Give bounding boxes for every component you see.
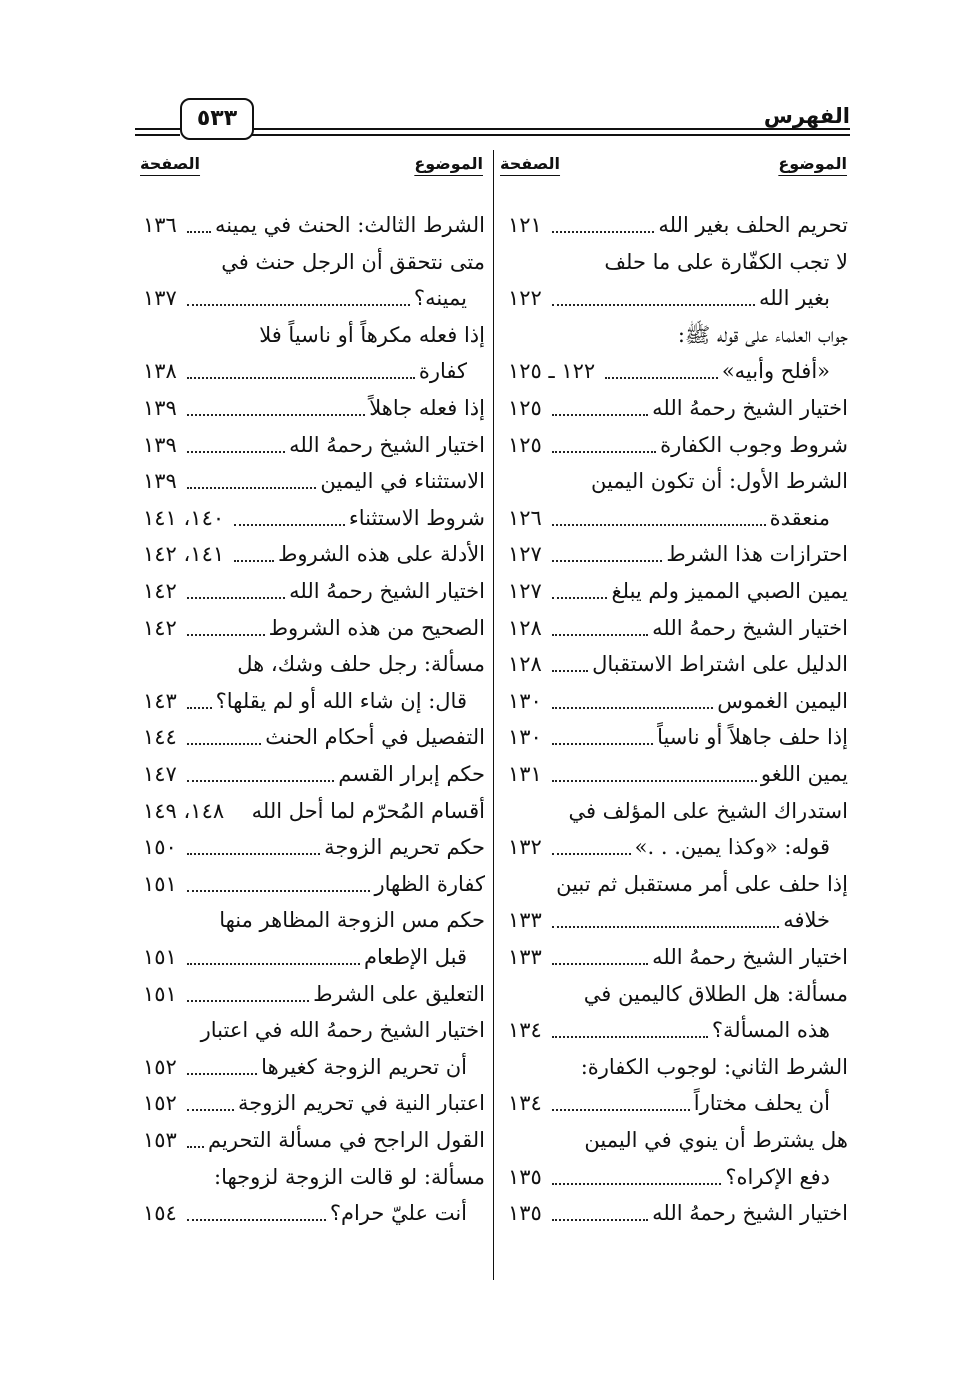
entry-page-number: ١٣٣ <box>508 908 542 933</box>
entry-topic: الدليل على اشتراط الاستقبال <box>592 652 848 677</box>
entry-topic: أن تحريم الزوجة كغيرها <box>261 1054 467 1079</box>
dot-leader <box>187 1109 234 1111</box>
entry-topic: شروط وجوب الكفارة <box>660 432 848 457</box>
entry-topic-wrap <box>548 903 830 937</box>
entry-topic-wrap <box>548 757 848 791</box>
dot-leader <box>187 634 265 636</box>
entry-topic-wrap <box>183 281 467 315</box>
right-topic-label: الموضوع <box>778 154 847 173</box>
entry-topic: يمين اللغو <box>760 762 848 786</box>
dot-leader <box>187 487 316 489</box>
entry-topic-wrap <box>183 830 485 864</box>
entry-topic-wrap <box>183 611 485 645</box>
entry-topic-wrap <box>548 501 830 535</box>
entry-topic-wrap <box>183 684 467 718</box>
index-entry <box>143 1050 485 1084</box>
entry-page-number: ١٢٦ <box>508 505 542 530</box>
entry-topic: حكم تحريم الزوجة <box>324 835 485 860</box>
entry-topic: التعليق على الشرط <box>313 981 485 1006</box>
entry-topic: الصحيح من هذه الشروط <box>268 615 485 640</box>
entry-topic-wrap <box>183 757 485 791</box>
entry-topic: اختيار الشيخ رحمهُ الله <box>289 432 485 457</box>
entry-topic-wrap <box>548 208 848 242</box>
entry-page-number: ١٣٧ <box>143 286 177 311</box>
index-entry <box>508 318 848 352</box>
entry-topic: حكم إبرار القسم <box>338 762 485 786</box>
entry-topic-wrap <box>548 830 830 864</box>
index-entry <box>508 464 848 498</box>
entry-topic: الشرط الثالث: الحنث في يمينه <box>215 213 485 237</box>
index-entry <box>143 464 485 498</box>
dot-leader <box>552 1109 690 1111</box>
entry-topic-wrap <box>201 1013 485 1047</box>
entry-topic: مسألة: رجل حلف وشك، هل <box>237 652 485 677</box>
entry-topic: التفصيل في أحكام الحنث <box>265 725 485 750</box>
entry-topic-wrap <box>252 794 485 828</box>
dot-leader <box>605 377 718 379</box>
entry-topic: لا تجب الكفّارة على ما حلف <box>604 249 848 274</box>
entry-topic-wrap <box>548 1086 830 1120</box>
dot-leader <box>187 451 285 453</box>
dot-leader <box>187 890 370 892</box>
index-entry <box>508 1196 848 1230</box>
entry-topic: اختيار الشيخ رحمهُ الله <box>652 1201 848 1226</box>
entry-topic-wrap <box>556 867 848 901</box>
entry-page-number: ١٤١، ١٤٢ <box>143 542 225 567</box>
header-rule-bottom <box>250 134 850 136</box>
entry-page-number: ١٢٥ <box>508 396 542 420</box>
entry-topic: اختيار الشيخ رحمهُ الله <box>652 396 848 420</box>
index-entry <box>143 1160 485 1194</box>
entry-topic: كفارة <box>418 359 467 384</box>
dot-leader <box>187 743 261 745</box>
entry-topic-wrap <box>548 1160 830 1194</box>
entry-topic-wrap <box>548 391 848 425</box>
entry-page-number: ١٣٠ <box>508 725 542 750</box>
index-entry <box>508 391 848 425</box>
entry-topic-wrap <box>183 391 485 425</box>
entry-topic: اختيار الشيخ رحمهُ الله <box>289 579 485 603</box>
entry-topic: متى نتحقق أن الرجل حنث في <box>221 249 485 274</box>
entry-topic-wrap <box>601 354 830 388</box>
entry-page-number: ١٥٤ <box>143 1201 177 1226</box>
index-entry <box>143 830 485 864</box>
entry-topic-wrap <box>221 245 485 279</box>
index-entry <box>508 428 848 462</box>
entry-topic: قال: إن شاء الله أو لم يقلها؟ <box>215 688 467 713</box>
entry-topic-wrap <box>604 245 848 279</box>
index-entry <box>508 611 848 645</box>
dot-leader <box>234 524 345 526</box>
entry-page-number: ١٢٧ <box>508 542 542 567</box>
entry-page-number: ١٣٩ <box>143 396 177 420</box>
entry-topic: إذا حلف جاهلاً أو ناسياً <box>657 725 848 750</box>
entry-topic-wrap <box>678 318 848 352</box>
index-entry <box>143 208 485 242</box>
header-rule-left-bottom <box>135 134 180 136</box>
dot-leader <box>552 304 755 306</box>
entry-page-number: ١٢٥ <box>508 432 542 457</box>
entry-topic-wrap <box>259 318 485 352</box>
entry-page-number: ١٣٥ <box>508 1201 542 1226</box>
entry-topic-wrap <box>183 1086 485 1120</box>
index-entry <box>143 647 485 681</box>
entry-topic-wrap <box>230 537 485 571</box>
index-entry <box>508 903 848 937</box>
index-entry <box>143 281 485 315</box>
entry-topic: شروط الاستثناء <box>348 505 485 530</box>
index-entry <box>508 208 848 242</box>
entry-topic: قوله: «وكذا يمين. . .» <box>634 835 830 860</box>
index-entry <box>508 245 848 279</box>
dot-leader <box>552 1219 648 1221</box>
index-entry <box>508 537 848 571</box>
index-entry <box>143 977 485 1011</box>
entry-topic-wrap <box>548 684 848 718</box>
index-entry <box>143 1013 485 1047</box>
dot-leader <box>552 524 766 526</box>
entry-topic-wrap <box>219 903 485 937</box>
entry-page-number: ١٢٢ <box>508 286 542 311</box>
entry-page-number: ١٣٩ <box>143 432 177 457</box>
entry-topic-wrap <box>183 940 467 974</box>
dot-leader <box>552 231 654 233</box>
index-entry <box>508 1160 848 1194</box>
dot-leader <box>552 926 779 928</box>
entry-topic: اختيار الشيخ رحمهُ الله <box>652 615 848 640</box>
entry-topic-wrap <box>183 574 485 608</box>
entry-topic: بغير الله <box>758 286 830 311</box>
entry-topic: اليمين الغموس <box>717 688 848 713</box>
entry-topic-wrap <box>237 647 485 681</box>
dot-leader <box>187 304 410 306</box>
index-entry <box>508 574 848 608</box>
index-entry <box>143 684 485 718</box>
entry-page-number: ١٣٢ <box>508 835 542 860</box>
entry-topic: أنت عليّ حرام؟ <box>329 1201 467 1226</box>
entry-page-number: ١٤٠، ١٤١ <box>143 505 225 530</box>
entry-topic: احترازات هذا الشرط <box>666 542 848 567</box>
entry-topic: خلافه <box>783 908 830 933</box>
entry-page-number: ١٥٢ <box>143 1091 177 1116</box>
entry-page-number: ١٢٧ <box>508 579 542 603</box>
entry-page-number: ١٣٥ <box>508 1164 542 1189</box>
index-entry <box>143 720 485 754</box>
index-entry <box>143 611 485 645</box>
entry-topic-wrap <box>591 464 848 498</box>
index-entry <box>143 318 485 352</box>
left-page-label: الصفحة <box>140 154 201 173</box>
entry-topic-wrap <box>183 1196 467 1230</box>
entry-topic-wrap <box>548 1196 848 1230</box>
index-entry <box>143 245 485 279</box>
entry-topic: حكم مس الزوجة المظاهر منها <box>219 908 485 933</box>
entry-topic: دفع الإكراه؟ <box>725 1164 830 1189</box>
entry-topic: هل يشترط أن ينوي في اليمين <box>584 1128 848 1152</box>
entry-topic-wrap <box>548 1013 830 1047</box>
dot-leader <box>187 1000 309 1002</box>
entry-topic: القول الراجح في مسألة التحريم <box>208 1128 485 1152</box>
index-entry <box>508 757 848 791</box>
dot-leader <box>552 707 713 709</box>
entry-page-number: ١٣٤ <box>508 1018 542 1043</box>
entry-topic: الأدلة على هذه الشروط <box>277 542 485 567</box>
entry-page-number: ١٤٤ <box>143 725 177 750</box>
dot-leader <box>187 1219 326 1221</box>
header-rule-left-top <box>135 128 180 130</box>
entry-topic-wrap <box>548 647 848 681</box>
entry-page-number: ١٥٠ <box>143 835 177 860</box>
entry-topic-wrap <box>584 977 848 1011</box>
dot-leader <box>552 634 648 636</box>
entry-topic: اختيار الشيخ رحمهُ الله في اعتبار <box>200 1018 485 1043</box>
dot-leader <box>552 1183 721 1185</box>
entry-topic-wrap <box>568 794 848 828</box>
entry-topic-wrap <box>548 940 848 974</box>
dot-leader <box>187 377 415 379</box>
dot-leader <box>187 231 211 233</box>
entry-topic: هذه المسألة؟ <box>711 1018 830 1043</box>
index-entry <box>508 354 848 388</box>
entry-topic: الشرط الثاني: لوجوب الكفارة: <box>580 1054 848 1079</box>
column-divider <box>493 150 494 1280</box>
entry-topic: أقسام المُحرّم لما أحل الله <box>251 798 485 823</box>
entry-page-number: ١٤٨، ١٤٩ <box>143 798 225 823</box>
entry-topic: اعتبار النية في تحريم الزوجة <box>238 1091 485 1116</box>
entry-page-number: ١٥١ <box>143 945 177 969</box>
page-title: الفهرس <box>763 104 850 128</box>
entry-page-number: ١٣٤ <box>508 1091 542 1116</box>
dot-leader <box>552 597 607 599</box>
entry-topic-wrap <box>548 537 848 571</box>
dot-leader <box>552 963 648 965</box>
entry-topic: «أفلح وأبيه» <box>721 359 830 384</box>
entry-topic-wrap <box>183 1050 467 1084</box>
index-entry <box>508 867 848 901</box>
dot-leader <box>187 707 212 709</box>
index-entry <box>143 1196 485 1230</box>
entry-topic-wrap <box>548 720 848 754</box>
entry-topic-wrap <box>548 574 848 608</box>
dot-leader <box>552 670 588 672</box>
entry-page-number: ١٥٣ <box>143 1128 177 1152</box>
entry-page-number: ١٣٩ <box>143 469 177 494</box>
entry-topic-wrap <box>183 977 485 1011</box>
dot-leader <box>187 1146 204 1148</box>
entry-page-number: ١٢٨ <box>508 652 542 677</box>
index-entry <box>143 867 485 901</box>
index-entry <box>143 1123 485 1157</box>
dot-leader <box>187 780 334 782</box>
dot-leader <box>552 414 648 416</box>
entry-topic-wrap <box>183 354 467 388</box>
index-entry <box>143 940 485 974</box>
entry-page-number: ١٤٢ <box>143 615 177 640</box>
entry-topic: اختيار الشيخ رحمهُ الله <box>652 945 848 969</box>
index-entry <box>508 281 848 315</box>
index-entry <box>508 684 848 718</box>
index-entry <box>508 1123 848 1157</box>
index-entry <box>143 354 485 388</box>
dot-leader <box>187 597 285 599</box>
entry-page-number: ١٤٣ <box>143 688 177 713</box>
entry-topic-wrap <box>183 464 485 498</box>
index-entry <box>143 794 485 828</box>
index-entry <box>143 391 485 425</box>
right-page-label: الصفحة <box>500 154 561 173</box>
index-entry <box>508 501 848 535</box>
index-entry <box>508 1086 848 1120</box>
entry-topic: يمينه؟ <box>413 286 467 311</box>
entry-topic-wrap <box>214 1160 485 1194</box>
entry-topic: إذا حلف على أمر مستقبل ثم تبين <box>556 871 848 896</box>
index-entry <box>143 501 485 535</box>
entry-page-number: ١٤٢ <box>143 579 177 603</box>
entry-topic: إذا فعله جاهلاً <box>369 396 485 420</box>
entry-topic-wrap <box>548 611 848 645</box>
entry-topic: مسألة: هل الطلاق كاليمين في <box>583 981 848 1006</box>
index-entry <box>508 940 848 974</box>
entry-topic-wrap <box>183 867 485 901</box>
entry-topic-wrap <box>183 1123 485 1157</box>
dot-leader <box>552 780 757 782</box>
entry-topic: كفارة الظهار <box>374 871 485 896</box>
dot-leader <box>552 451 656 453</box>
index-entry <box>143 1086 485 1120</box>
index-entry <box>143 537 485 571</box>
entry-page-number: ١٢٢ ـ ١٢٥ <box>508 359 596 384</box>
index-entry <box>143 757 485 791</box>
entry-page-number: ١٢١ <box>508 213 542 237</box>
dot-leader <box>187 414 365 416</box>
entry-page-number: ١٣٣ <box>508 945 542 969</box>
entry-topic-wrap <box>183 208 485 242</box>
dot-leader <box>187 963 360 965</box>
entry-topic-wrap <box>183 428 485 462</box>
page-number: ٥٣٣ <box>180 98 254 140</box>
entry-topic: مسألة: لو قالت الزوجة لزوجها: <box>214 1164 485 1189</box>
left-topic-label: الموضوع <box>414 154 483 173</box>
entry-page-number: ١٥٢ <box>143 1054 177 1079</box>
dot-leader <box>552 743 653 745</box>
index-entry <box>508 720 848 754</box>
index-entry <box>143 574 485 608</box>
entry-page-number: ١٣٠ <box>508 688 542 713</box>
entry-page-number: ١٢٨ <box>508 615 542 640</box>
entry-page-number: ١٥١ <box>143 981 177 1006</box>
index-entry <box>508 1013 848 1047</box>
entry-topic: قبل الإطعام <box>363 945 467 969</box>
entry-topic: منعقدة <box>769 505 830 530</box>
index-entry <box>508 977 848 1011</box>
entry-topic: إذا فعله مكرهاً أو ناسياً فلا <box>259 322 485 347</box>
dot-leader <box>552 560 662 562</box>
header-rule-top <box>250 128 850 130</box>
entry-topic: استدراك الشيخ على المؤلف في <box>568 798 848 823</box>
dot-leader <box>552 1036 708 1038</box>
dot-leader <box>187 1073 257 1075</box>
entry-topic-wrap <box>183 720 485 754</box>
entry-topic-wrap <box>581 1050 848 1084</box>
index-entry <box>508 794 848 828</box>
entry-topic: الشرط الأول: أن تكون اليمين <box>591 469 848 494</box>
index-entry <box>508 1050 848 1084</box>
entry-topic-wrap <box>230 501 485 535</box>
entry-topic-wrap <box>548 281 830 315</box>
entry-topic: يمين الصبي المميز ولم يبلغ <box>611 579 848 603</box>
entry-page-number: ١٣٨ <box>143 359 177 384</box>
entry-topic: أن يحلف مختاراً <box>693 1091 830 1116</box>
entry-topic-wrap <box>584 1123 848 1157</box>
index-entry <box>143 428 485 462</box>
page-header <box>135 92 850 150</box>
entry-page-number: ١٣٦ <box>143 213 177 237</box>
entry-topic: جواب العلماء على قوله ﷺ: <box>677 322 848 347</box>
entry-page-number: ١٤٧ <box>143 762 177 786</box>
entry-topic: تحريم الحلف بغير الله <box>658 213 848 237</box>
index-entry <box>508 830 848 864</box>
dot-leader <box>552 853 631 855</box>
entry-page-number: ١٣١ <box>508 762 542 786</box>
entry-topic: الاستثناء في اليمين <box>320 469 485 494</box>
index-entry <box>143 903 485 937</box>
entry-topic-wrap <box>548 428 848 462</box>
dot-leader <box>187 853 320 855</box>
index-entry <box>508 647 848 681</box>
dot-leader <box>234 560 274 562</box>
entry-page-number: ١٥١ <box>143 871 177 896</box>
